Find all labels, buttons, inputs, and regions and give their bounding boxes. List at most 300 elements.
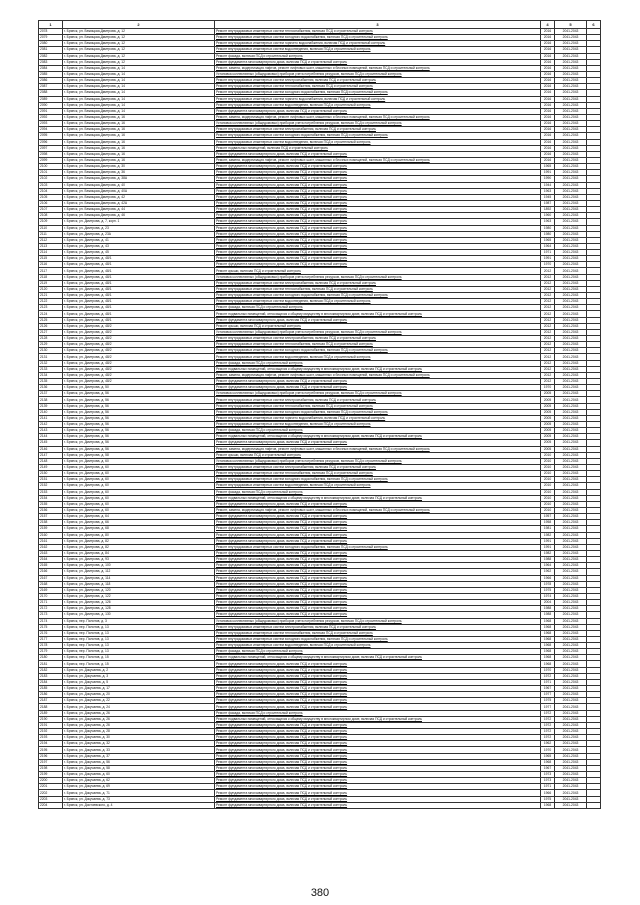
row-work-type: Ремонт фундамента многоквартирного дома, включая ПСД и строительный контроль <box>215 587 541 593</box>
row-address: г. Брянск, ул. Дмитрова, д. 130 <box>63 612 215 618</box>
row-address: г. Брянск, ул. Дмитрова, д. 126 <box>63 600 215 606</box>
row-year: 2005 <box>541 428 555 434</box>
row-number: 2098 <box>39 151 63 157</box>
row-number: 2145 <box>39 440 63 446</box>
row-work-type: Ремонт, замена, модернизация лифтов, ремонт лифтовых шахт, машинных и блочных помещений, включая ПСД и строительный контроль <box>215 446 541 452</box>
row-period: 2041-2043 <box>555 606 587 612</box>
row-number: 2133 <box>39 366 63 372</box>
row-address: г. Брянск, ул. Бежицкая-Дмитрова, д. 12 <box>63 41 215 47</box>
row-address: г. Брянск, ул. Докучаева, д. 3 <box>63 673 215 679</box>
row-period: 2041-2043 <box>555 514 587 520</box>
row-year: 2016 <box>541 29 555 35</box>
row-address: г. Брянск, ул. Докучаева, д. 5 <box>63 679 215 685</box>
row-address: г. Брянск, ул. Докучаева, д. 26 <box>63 710 215 716</box>
row-work-type: Ремонт фасада, включая ПСД и строительный контроль <box>215 428 541 434</box>
row-number: 2134 <box>39 372 63 378</box>
row-period: 2041-2043 <box>555 710 587 716</box>
row-year: 1972 <box>541 673 555 679</box>
row-period: 2041-2043 <box>555 630 587 636</box>
row-period: 2041-2043 <box>555 655 587 661</box>
row-number: 2101 <box>39 170 63 176</box>
row-period: 2041-2043 <box>555 440 587 446</box>
row-period: 2041-2043 <box>555 778 587 784</box>
row-work-type: Ремонт фасада, включая ПСД и строительный контроль <box>215 305 541 311</box>
row-year: 1987 <box>541 200 555 206</box>
row-number: 2174 <box>39 618 63 624</box>
row-number: 2108 <box>39 213 63 219</box>
row-number: 2088 <box>39 90 63 96</box>
row-year: 1975 <box>541 796 555 802</box>
row-period: 2041-2043 <box>555 753 587 759</box>
row-number: 2087 <box>39 84 63 90</box>
row-address: г. Брянск, ул. Дмитрова, д. 56 <box>63 422 215 428</box>
row-work-type: Ремонт фундамента многоквартирного дома, включая ПСД и строительный контроль <box>215 262 541 268</box>
row-year: 2012 <box>541 342 555 348</box>
row-period: 2041-2043 <box>555 65 587 71</box>
row-number: 2123 <box>39 305 63 311</box>
row-number: 2175 <box>39 624 63 630</box>
row-number: 2190 <box>39 716 63 722</box>
row-address: г. Брянск, ул. Дмитрова, д. 48/1 <box>63 268 215 274</box>
row-work-type: Ремонт фундамента многоквартирного дома, включая ПСД и строительный контроль <box>215 59 541 65</box>
row-number: 2154 <box>39 495 63 501</box>
row-period: 2041-2043 <box>555 649 587 655</box>
row-period: 2041-2043 <box>555 299 587 305</box>
row-work-type: Ремонт фундамента многоквартирного дома, включая ПСД и строительный контроль <box>215 673 541 679</box>
row-period: 2041-2043 <box>555 213 587 219</box>
row-number: 2179 <box>39 649 63 655</box>
row-period: 2041-2043 <box>555 385 587 391</box>
row-work-type: Ремонт фундамента многоквартирного дома, включая ПСД и строительный контроль <box>215 686 541 692</box>
row-work-type: Установка коллективных (общедомовых) приборов учета потребления ресурсов, включая ПСД и строительный контроль <box>215 618 541 624</box>
row-year: 2010 <box>541 458 555 464</box>
row-work-type: Ремонт фундамента многоквартирного дома, включая ПСД и строительный контроль <box>215 170 541 176</box>
row-period: 2041-2043 <box>555 686 587 692</box>
row-number: 2095 <box>39 133 63 139</box>
row-address: г. Брянск, ул. Достоевского, д. 4 <box>63 802 215 808</box>
row-year: 2016 <box>541 127 555 133</box>
row-period: 2041-2043 <box>555 379 587 385</box>
row-year: 2012 <box>541 329 555 335</box>
row-period: 2041-2043 <box>555 219 587 225</box>
row-number: 2103 <box>39 182 63 188</box>
row-address: г. Брянск, ул. Дмитрова, д. 56 <box>63 415 215 421</box>
row-year: 1972 <box>541 729 555 735</box>
row-number: 2099 <box>39 157 63 163</box>
row-year: 2016 <box>541 84 555 90</box>
row-work-type: Ремонт фундамента многоквартирного дома, включая ПСД и строительный контроль <box>215 256 541 262</box>
row-period: 2041-2043 <box>555 636 587 642</box>
row-address: г. Брянск, ул. Дмитрова, д. 48/1 <box>63 280 215 286</box>
row-address: г. Брянск, пер. Пилотов, д. 13 <box>63 636 215 642</box>
row-number: 2105 <box>39 194 63 200</box>
row-year: 1968 <box>541 655 555 661</box>
row-number: 2117 <box>39 268 63 274</box>
row-work-type: Ремонт фундамента многоквартирного дома, включая ПСД и строительный контроль <box>215 243 541 249</box>
row-period: 2041-2043 <box>555 354 587 360</box>
row-address: г. Брянск, ул. Дмитрова, д. 60 <box>63 501 215 507</box>
row-address: г. Брянск, ул. Бежицкая-Дмитрова, д. 42А <box>63 200 215 206</box>
row-period: 2041-2043 <box>555 53 587 59</box>
row-address: г. Брянск, ул. Дмитрова, д. 48/1 <box>63 317 215 323</box>
row-year: 2016 <box>541 59 555 65</box>
row-address: г. Брянск, пер. Пилотов, д. 13 <box>63 630 215 636</box>
row-number: 2159 <box>39 526 63 532</box>
row-number: 2126 <box>39 323 63 329</box>
row-period: 2041-2043 <box>555 618 587 624</box>
row-work-type: Ремонт внутридомовых инженерных систем холодного водоснабжения, включая ПСД и строительный контроль <box>215 293 541 299</box>
row-address: г. Брянск, ул. Дмитрова, д. 48/2 <box>63 354 215 360</box>
row-work-type: Ремонт фундамента многоквартирного дома, включая ПСД и строительный контроль <box>215 501 541 507</box>
row-work-type: Ремонт фундамента многоквартирного дома, включая ПСД и строительный контроль <box>215 753 541 759</box>
row-year: 1971 <box>541 679 555 685</box>
row-number: 2130 <box>39 348 63 354</box>
row-year: 1958 <box>541 520 555 526</box>
row-period: 2041-2043 <box>555 747 587 753</box>
row-work-type: Ремонт фундамента многоквартирного дома, включая ПСД и строительный контроль <box>215 692 541 698</box>
row-number: 2132 <box>39 360 63 366</box>
row-year: 2012 <box>541 299 555 305</box>
row-number: 2144 <box>39 434 63 440</box>
row-year: 2016 <box>541 157 555 163</box>
row-work-type: Ремонт, замена, модернизация лифтов, ремонт лифтовых шахт, машинных и блочных помещений, включая ПСД и строительный контроль <box>215 157 541 163</box>
row-address: г. Брянск, ул. Бежицкая-Дмитрова, д. 16 <box>63 151 215 157</box>
row-period: 2041-2043 <box>555 483 587 489</box>
row-work-type: Ремонт внутридомовых инженерных систем водоотведения, включая ПСД и строительный контроль <box>215 102 541 108</box>
row-year: 1968 <box>541 624 555 630</box>
row-number: 2189 <box>39 710 63 716</box>
row-number: 2131 <box>39 354 63 360</box>
col-header-period: 5 <box>555 21 587 29</box>
row-address: г. Брянск, ул. Дмитрова, д. 48/2 <box>63 366 215 372</box>
row-work-type: Ремонт внутридомовых инженерных систем холодного водоснабжения, включая ПСД и строительный контроль <box>215 544 541 550</box>
row-address: г. Брянск, ул. Дмитрова, д. 23А <box>63 231 215 237</box>
row-number: 2125 <box>39 317 63 323</box>
row-period: 2041-2043 <box>555 176 587 182</box>
row-number: 2157 <box>39 514 63 520</box>
row-address: г. Брянск, ул. Бежицкая-Дмитрова, д. 14 <box>63 65 215 71</box>
row-work-type: Ремонт фундамента многоквартирного дома, включая ПСД и строительный контроль <box>215 188 541 194</box>
row-work-type: Ремонт фундамента многоквартирного дома, включая ПСД и строительный контроль <box>215 385 541 391</box>
row-period: 2041-2043 <box>555 78 587 84</box>
row-work-type: Ремонт внутридомовых инженерных систем холодного водоснабжения, включая ПСД и строительный контроль <box>215 409 541 415</box>
row-work-type: Установка коллективных (общедомовых) приборов учета потребления ресурсов, включая ПСД и строительный контроль <box>215 329 541 335</box>
row-period: 2041-2043 <box>555 434 587 440</box>
row-year: 2005 <box>541 391 555 397</box>
row-year: 1967 <box>541 765 555 771</box>
row-year: 1963 <box>541 219 555 225</box>
row-period: 2041-2043 <box>555 624 587 630</box>
row-period: 2041-2043 <box>555 458 587 464</box>
row-period: 2041-2043 <box>555 698 587 704</box>
row-number: 2151 <box>39 477 63 483</box>
row-address: г. Брянск, ул. Бежицкая-Дмитрова, д. 14 <box>63 96 215 102</box>
row-number: 2162 <box>39 544 63 550</box>
row-address: г. Брянск, ул. Бежицкая-Дмитрова, д. 38А <box>63 176 215 182</box>
row-year: 2016 <box>541 53 555 59</box>
row-year: 1970 <box>541 747 555 753</box>
row-address: г. Брянск, ул. Дмитрова, д. 56 <box>63 403 215 409</box>
row-number: 2197 <box>39 759 63 765</box>
row-work-type: Ремонт подвальных помещений, относящихся к общему имуществу в многоквартирном доме, включая ПСД и строительный контроль <box>215 366 541 372</box>
row-work-type: Ремонт внутридомовых инженерных систем теплоснабжения, включая ПСД и строительный контроль <box>215 286 541 292</box>
row-period: 2041-2043 <box>555 305 587 311</box>
row-number: 2111 <box>39 231 63 237</box>
row-number: 2196 <box>39 753 63 759</box>
row-work-type: Ремонт внутридомовых инженерных систем холодного водоснабжения, включая ПСД и строительный контроль <box>215 133 541 139</box>
row-work-type: Установка коллективных (общедомовых) приборов учета потребления ресурсов, включая ПСД и строительный контроль <box>215 391 541 397</box>
row-address: г. Брянск, ул. Бежицкая-Дмитрова, д. 14 <box>63 71 215 77</box>
row-period: 2041-2043 <box>555 127 587 133</box>
row-year: 1980 <box>541 225 555 231</box>
row-year: 2010 <box>541 464 555 470</box>
row-year: 2005 <box>541 422 555 428</box>
row-address: г. Брянск, ул. Докучаева, д. 24 <box>63 704 215 710</box>
row-year: 1968 <box>541 630 555 636</box>
row-work-type: Ремонт фундамента многоквартирного дома, включая ПСД и строительный контроль <box>215 557 541 563</box>
row-number: 2185 <box>39 686 63 692</box>
row-period: 2041-2043 <box>555 286 587 292</box>
row-address: г. Брянск, ул. Дмитрова, д. 48/1 <box>63 274 215 280</box>
row-number: 2110 <box>39 225 63 231</box>
row-year: 2010 <box>541 483 555 489</box>
row-number: 2177 <box>39 636 63 642</box>
row-period: 2041-2043 <box>555 256 587 262</box>
row-year: 2016 <box>541 47 555 53</box>
row-number: 2085 <box>39 71 63 77</box>
row-period: 2041-2043 <box>555 796 587 802</box>
row-year: 2012 <box>541 379 555 385</box>
row-period: 2041-2043 <box>555 587 587 593</box>
row-period: 2041-2043 <box>555 121 587 127</box>
row-period: 2041-2043 <box>555 772 587 778</box>
row-address: г. Брянск, ул. Бежицкая-Дмитрова, д. 16 <box>63 114 215 120</box>
row-work-type: Ремонт фундамента многоквартирного дома, включая ПСД и строительный контроль <box>215 722 541 728</box>
row-year: 2016 <box>541 78 555 84</box>
row-year: 1975 <box>541 587 555 593</box>
row-work-type: Ремонт фундамента многоквартирного дома, включая ПСД и строительный контроль <box>215 379 541 385</box>
row-address: г. Брянск, ул. Бежицкая-Дмитрова, д. 12 <box>63 29 215 35</box>
row-year: 2016 <box>541 65 555 71</box>
row-number: 2115 <box>39 256 63 262</box>
row-address: г. Брянск, ул. Дмитрова, д. 7, корп. 1 <box>63 219 215 225</box>
row-number: 2118 <box>39 274 63 280</box>
row-number: 2100 <box>39 164 63 170</box>
row-year: 2005 <box>541 415 555 421</box>
row-period: 2041-2043 <box>555 661 587 667</box>
row-work-type: Ремонт фундамента многоквартирного дома, включая ПСД и строительный контроль <box>215 612 541 618</box>
row-address: г. Брянск, ул. Докучаева, д. 37 <box>63 753 215 759</box>
row-address: г. Брянск, ул. Докучаева, д. 26 <box>63 722 215 728</box>
row-work-type: Установка коллективных (общедомовых) приборов учета потребления ресурсов, включая ПСД и строительный контроль <box>215 458 541 464</box>
row-period: 2041-2043 <box>555 200 587 206</box>
row-year: 1982 <box>541 532 555 538</box>
row-work-type: Ремонт фундамента многоквартирного дома, включая ПСД и строительный контроль <box>215 514 541 520</box>
row-number: 2138 <box>39 397 63 403</box>
row-period: 2041-2043 <box>555 102 587 108</box>
row-work-type: Ремонт внутридомовых инженерных систем горячего водоснабжения, включая ПСД и строительный контроль <box>215 415 541 421</box>
row-year: 2016 <box>541 96 555 102</box>
row-year: 1962 <box>541 569 555 575</box>
row-work-type: Ремонт фасада, включая ПСД и строительный контроль <box>215 53 541 59</box>
row-number: 2148 <box>39 458 63 464</box>
row-number: 2080 <box>39 41 63 47</box>
row-period: 2041-2043 <box>555 569 587 575</box>
row-period: 2041-2043 <box>555 311 587 317</box>
row-number: 2195 <box>39 747 63 753</box>
row-year: 2005 <box>541 440 555 446</box>
row-year: 2012 <box>541 293 555 299</box>
row-year: 2010 <box>541 471 555 477</box>
row-address: г. Брянск, ул. Докучаева, д. 17 <box>63 686 215 692</box>
row-work-type: Ремонт внутридомовых инженерных систем электроснабжения, включая ПСД и строительный контроль <box>215 464 541 470</box>
row-address: г. Брянск, ул. Докучаева, д. 58 <box>63 765 215 771</box>
row-number: 2081 <box>39 47 63 53</box>
row-number: 2135 <box>39 379 63 385</box>
row-number: 2090 <box>39 102 63 108</box>
row-period: 2041-2043 <box>555 643 587 649</box>
row-address: г. Брянск, ул. Дмитрова, д. 48/2 <box>63 323 215 329</box>
row-work-type: Ремонт фундамента многоквартирного дома, включая ПСД и строительный контроль <box>215 600 541 606</box>
col-header-year: 4 <box>541 21 555 29</box>
row-work-type: Ремонт фундамента многоквартирного дома, включая ПСД и строительный контроль <box>215 661 541 667</box>
row-year: 1972 <box>541 716 555 722</box>
row-period: 2041-2043 <box>555 464 587 470</box>
row-address: г. Брянск, ул. Дмитрова, д. 60 <box>63 507 215 513</box>
row-year: 1963 <box>541 188 555 194</box>
row-address: г. Брянск, ул. Дмитрова, д. 56 <box>63 428 215 434</box>
row-address: г. Брянск, ул. Бежицкая-Дмитрова, д. 42 <box>63 194 215 200</box>
row-period: 2041-2043 <box>555 35 587 41</box>
row-work-type: Ремонт фундамента многоквартирного дома, включая ПСД и строительный контроль <box>215 802 541 808</box>
row-number: 2121 <box>39 293 63 299</box>
row-year: 2012 <box>541 366 555 372</box>
row-address: г. Брянск, ул. Дмитрова, д. 23 <box>63 225 215 231</box>
row-address: г. Брянск, ул. Бежицкая-Дмитрова, д. 14 <box>63 84 215 90</box>
row-address: г. Брянск, ул. Дмитрова, д. 48/2 <box>63 348 215 354</box>
row-address: г. Брянск, ул. Дмитрова, д. 118 <box>63 581 215 587</box>
row-work-type: Ремонт фундамента многоквартирного дома, включая ПСД и строительный контроль <box>215 729 541 735</box>
row-address: г. Брянск, ул. Дмитрова, д. 48/1 <box>63 256 215 262</box>
row-period: 2041-2043 <box>555 415 587 421</box>
row-number: 2163 <box>39 550 63 556</box>
row-number: 2089 <box>39 96 63 102</box>
row-year: 2012 <box>541 336 555 342</box>
row-address: г. Брянск, ул. Дмитрова, д. 60 <box>63 458 215 464</box>
row-period: 2041-2043 <box>555 489 587 495</box>
row-number: 2199 <box>39 772 63 778</box>
row-work-type: Ремонт внутридомовых инженерных систем водоотведения, включая ПСД и строительный контроль <box>215 483 541 489</box>
row-year: 1991 <box>541 538 555 544</box>
row-year: 2012 <box>541 268 555 274</box>
row-address: г. Брянск, ул. Бежицкая-Дмитрова, д. 40 <box>63 182 215 188</box>
row-year: 2010 <box>541 507 555 513</box>
row-year: 1966 <box>541 790 555 796</box>
row-year: 1965 <box>541 164 555 170</box>
row-work-type: Ремонт фундамента многоквартирного дома, включая ПСД и строительный контроль <box>215 790 541 796</box>
row-period: 2041-2043 <box>555 538 587 544</box>
row-number: 2078 <box>39 29 63 35</box>
row-year: 1967 <box>541 686 555 692</box>
row-period: 2041-2043 <box>555 557 587 563</box>
row-number: 2180 <box>39 655 63 661</box>
row-address: г. Брянск, ул. Дмитрова, д. 48/2 <box>63 379 215 385</box>
row-work-type: Ремонт фундамента многоквартирного дома, включая ПСД и строительный контроль <box>215 550 541 556</box>
row-address: г. Брянск, пер. Пилотов, д. 13 <box>63 624 215 630</box>
row-address: г. Брянск, ул. Дмитрова, д. 122 <box>63 593 215 599</box>
row-number: 2106 <box>39 200 63 206</box>
row-work-type: Ремонт внутридомовых инженерных систем водоотведения, включая ПСД и строительный контроль <box>215 422 541 428</box>
row-address: г. Брянск, ул. Дмитрова, д. 50 <box>63 385 215 391</box>
row-number: 2167 <box>39 575 63 581</box>
row-number: 2183 <box>39 673 63 679</box>
row-number: 2187 <box>39 698 63 704</box>
row-period: 2041-2043 <box>555 268 587 274</box>
row-period: 2041-2043 <box>555 544 587 550</box>
row-work-type: Ремонт крыши, включая ПСД и строительный контроль <box>215 268 541 274</box>
row-work-type: Ремонт фундамента многоквартирного дома, включая ПСД и строительный контроль <box>215 667 541 673</box>
row-address: г. Брянск, ул. Дмитрова, д. 56 <box>63 440 215 446</box>
row-work-type: Ремонт фундамента многоквартирного дома, включая ПСД и строительный контроль <box>215 225 541 231</box>
row-work-type: Ремонт внутридомовых инженерных систем холодного водоснабжения, включая ПСД и строительный контроль <box>215 636 541 642</box>
row-work-type: Ремонт фасада, включая ПСД и строительный контроль <box>215 649 541 655</box>
row-period: 2041-2043 <box>555 735 587 741</box>
row-number: 2142 <box>39 422 63 428</box>
row-number: 2143 <box>39 428 63 434</box>
row-address: г. Брянск, ул. Дмитрова, д. 82 <box>63 538 215 544</box>
row-period: 2041-2043 <box>555 29 587 35</box>
row-work-type: Ремонт фундамента многоквартирного дома, включая ПСД и строительный контроль <box>215 772 541 778</box>
row-period: 2041-2043 <box>555 108 587 114</box>
row-period: 2041-2043 <box>555 250 587 256</box>
row-number: 2184 <box>39 679 63 685</box>
row-address: г. Брянск, ул. Докучаева, д. 32 <box>63 741 215 747</box>
col-header-number: 1 <box>39 21 63 29</box>
row-work-type: Ремонт внутридомовых инженерных систем холодного водоснабжения, включая ПСД и строительный контроль <box>215 35 541 41</box>
row-work-type: Ремонт внутридомовых инженерных систем горячего водоснабжения, включая ПСД и строительный контроль <box>215 96 541 102</box>
row-year: 2012 <box>541 348 555 354</box>
row-address: г. Брянск, ул. Дмитрова, д. 48/2 <box>63 336 215 342</box>
row-address: г. Брянск, ул. Дмитрова, д. 48/2 <box>63 372 215 378</box>
page-number: 380 <box>310 887 330 899</box>
row-number: 2091 <box>39 108 63 114</box>
row-year: 2012 <box>541 360 555 366</box>
row-address: г. Брянск, ул. Бежицкая-Дмитрова, д. 16 <box>63 121 215 127</box>
row-year: 2010 <box>541 477 555 483</box>
row-address: г. Брянск, ул. Докучаева, д. 71 <box>63 790 215 796</box>
row-work-type: Ремонт внутридомовых инженерных систем теплоснабжения, включая ПСД и строительный контроль <box>215 630 541 636</box>
row-period: 2041-2043 <box>555 790 587 796</box>
row-number: 2147 <box>39 452 63 458</box>
row-number: 2182 <box>39 667 63 673</box>
row-work-type: Ремонт, замена, модернизация лифтов, ремонт лифтовых шахт, машинных и блочных помещений, включая ПСД и строительный контроль <box>215 507 541 513</box>
row-work-type: Ремонт фундамента многоквартирного дома, включая ПСД и строительный контроль <box>215 796 541 802</box>
row-period: 2041-2043 <box>555 477 587 483</box>
row-work-type: Ремонт фундамента многоквартирного дома, включая ПСД и строительный контроль <box>215 581 541 587</box>
row-period: 2041-2043 <box>555 716 587 722</box>
row-year: 1970 <box>541 262 555 268</box>
row-number: 2173 <box>39 612 63 618</box>
row-address: г. Брянск, ул. Дмитрова, д. 66 <box>63 520 215 526</box>
row-address: г. Брянск, ул. Бежицкая-Дмитрова, д. 40А <box>63 188 215 194</box>
row-year: 1971 <box>541 250 555 256</box>
row-work-type: Ремонт подвальных помещений, относящихся к общему имуществу в многоквартирном доме, включая ПСД и строительный контроль <box>215 655 541 661</box>
row-address: г. Брянск, ул. Бежицкая-Дмитрова, д. 16 <box>63 145 215 151</box>
row-period: 2041-2043 <box>555 612 587 618</box>
row-number: 2188 <box>39 704 63 710</box>
row-year: 2005 <box>541 446 555 452</box>
row-year: 1973 <box>541 772 555 778</box>
